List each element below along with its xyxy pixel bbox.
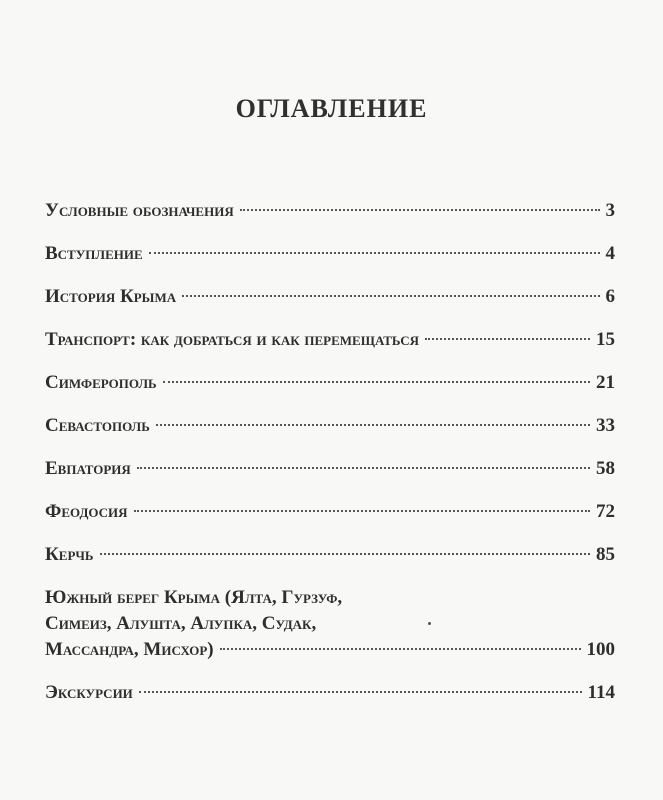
toc-entry	[45, 413, 615, 439]
toc-entry-label: Керчь	[45, 544, 94, 565]
toc-entry-page: 58	[596, 458, 615, 479]
toc-entry-label: Симферополь	[45, 372, 157, 393]
toc-entry-label: Условные обозначения	[45, 200, 234, 221]
toc-entry-page: 6	[605, 286, 615, 307]
toc-entry-page: 15	[596, 329, 615, 350]
dot-leader	[137, 467, 590, 469]
toc-entry	[45, 198, 615, 224]
toc-entry-label: Вступление	[45, 243, 143, 264]
toc-entry-label: Экскурсии	[45, 682, 133, 703]
dot-leader	[182, 295, 599, 297]
toc-entry-label-line: Южный берег Крыма (Ялта, Гурзуф,	[45, 587, 343, 608]
dot-leader	[163, 381, 590, 383]
toc-entry-page: 72	[596, 501, 615, 522]
toc-entry-page: 4	[605, 243, 615, 264]
dot-leader	[149, 252, 600, 254]
toc-entry-page: 21	[596, 372, 615, 393]
toc-entry-page: 33	[596, 415, 615, 436]
toc-entry	[45, 327, 615, 353]
dot-leader	[425, 338, 590, 340]
toc-entry-page: 3	[605, 200, 615, 221]
toc-entry-label-line: Симеиз, Алушта, Алупка, Судак,	[45, 613, 317, 634]
toc-entry	[45, 456, 615, 482]
toc-entry	[45, 680, 615, 706]
toc-entry-page: 100	[586, 639, 615, 660]
toc-entry-label-line: Массандра, Мисхор)	[45, 639, 214, 660]
dot-leader	[156, 424, 590, 426]
page-title: ОГЛАВЛЕНИЕ	[235, 94, 428, 123]
dot-leader	[100, 553, 590, 555]
dot-leader	[220, 648, 581, 650]
toc-entry-label: Севастополь	[45, 415, 150, 436]
print-speck	[428, 622, 431, 625]
dot-leader	[139, 691, 582, 693]
toc-entry	[45, 284, 615, 310]
toc-entry	[45, 585, 615, 663]
table-of-contents	[45, 198, 615, 723]
toc-entry-label: Феодосия	[45, 501, 128, 522]
toc-entry-label: Транспорт: как добраться и как перемещаться	[45, 329, 419, 350]
toc-entry-label: История Крыма	[45, 286, 177, 307]
toc-entry-page: 85	[596, 544, 615, 565]
toc-entry-page: 114	[587, 682, 615, 703]
toc-entry	[45, 542, 615, 568]
dot-leader	[240, 209, 600, 211]
toc-entry	[45, 241, 615, 267]
toc-entry-label: Евпатория	[45, 458, 131, 479]
toc-entry	[45, 499, 615, 525]
toc-entry-last-line	[45, 637, 615, 663]
toc-entry	[45, 370, 615, 396]
dot-leader	[134, 510, 590, 512]
